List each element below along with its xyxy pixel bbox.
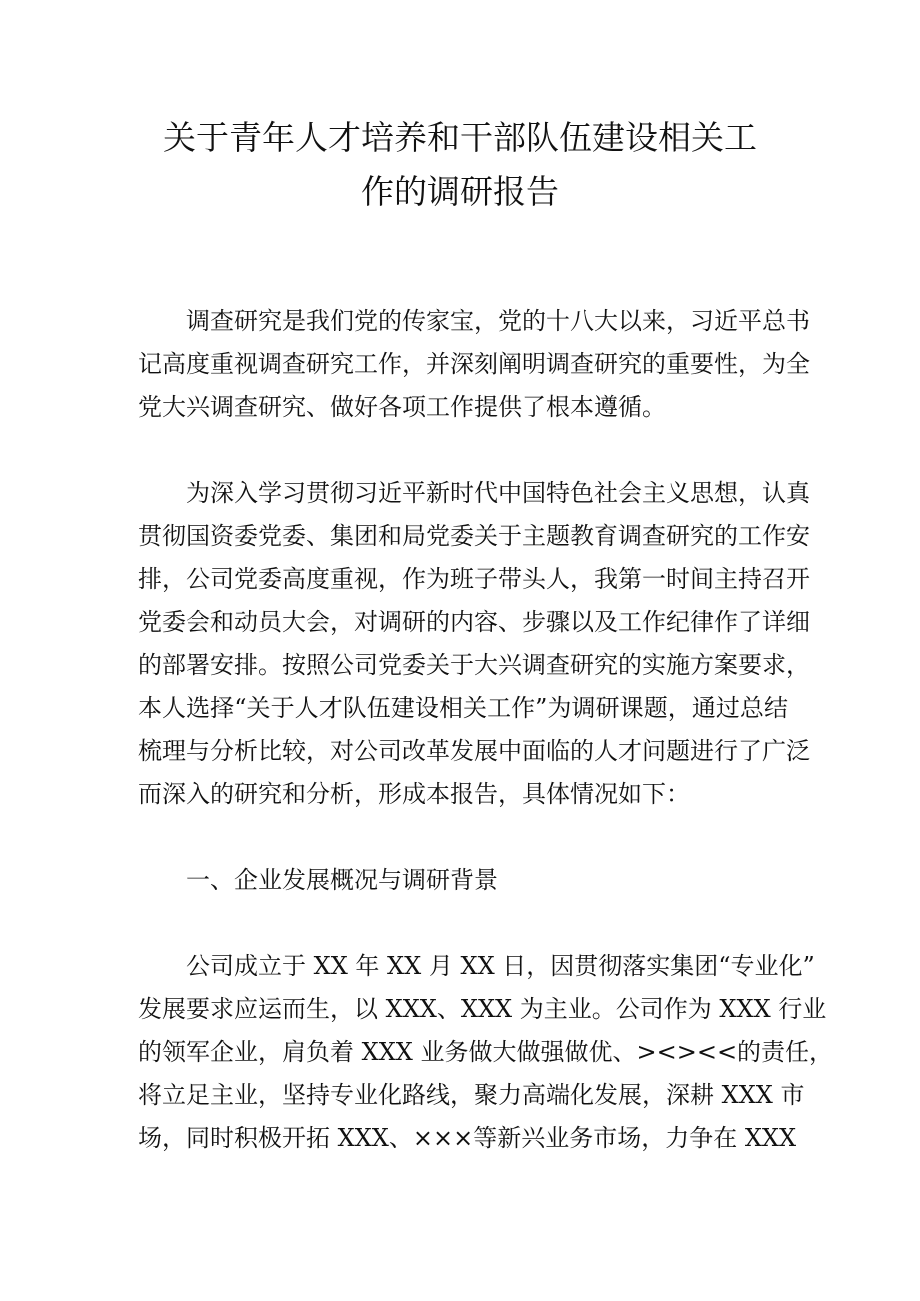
paragraph-2-line-2: 贯彻国资委党委、集团和局党委关于主题教育调查研究的工作安 — [138, 522, 810, 550]
paragraph-2-line-5: 的部署安排。按照公司党委关于大兴调查研究的实施方案要求， — [138, 651, 810, 679]
paragraph-2-line-3: 排，公司党委高度重视，作为班子带头人，我第一时间主持召开 — [138, 565, 810, 593]
section-heading-1: 一、企业发展概况与调研背景 — [186, 866, 498, 894]
paragraph-3-line-5: 场，同时积极开拓 XXX、×××等新兴业务市场，力争在 XXX — [138, 1124, 797, 1152]
paragraph-2-line-4: 党委会和动员大会，对调研的内容、步骤以及工作纪律作了详细 — [138, 608, 810, 636]
paragraph-1-line-1: 调查研究是我们党的传家宝，党的十八大以来，习近平总书 — [186, 307, 810, 335]
paragraph-2-line-8: 而深入的研究和分析，形成本报告，具体情况如下： — [138, 780, 690, 808]
paragraph-1-line-2: 记高度重视调查研究工作，并深刻阐明调查研究的重要性，为全 — [138, 350, 810, 378]
paragraph-3-line-1: 公司成立于 XX 年 XX 月 XX 日，因贯彻落实集团“专业化” — [186, 952, 815, 980]
paragraph-1-line-3: 党大兴调查研究、做好各项工作提供了根本遵循。 — [138, 393, 666, 421]
paragraph-3-line-4: 将立足主业，坚持专业化路线，聚力高端化发展，深耕 XXX 市 — [138, 1081, 805, 1109]
paragraph-2-line-1: 为深入学习贯彻习近平新时代中国特色社会主义思想，认真 — [186, 479, 810, 507]
paragraph-2-line-7: 梳理与分析比较，对公司改革发展中面临的人才问题进行了广泛 — [138, 737, 810, 765]
paragraph-3-line-3: 的领军企业，肩负着 XXX 业务做大做强做优、><><<的责任， — [138, 1038, 834, 1066]
document-title-line-1: 关于青年人才培养和干部队伍建设相关工 — [163, 118, 757, 157]
document-title-line-2: 作的调研报告 — [361, 172, 559, 211]
paragraph-3-line-2: 发展要求应运而生，以 XXX、XXX 为主业。公司作为 XXX 行业 — [138, 995, 827, 1023]
paragraph-2-line-6: 本人选择“关于人才队伍建设相关工作”为调研课题，通过总结 — [138, 694, 788, 722]
